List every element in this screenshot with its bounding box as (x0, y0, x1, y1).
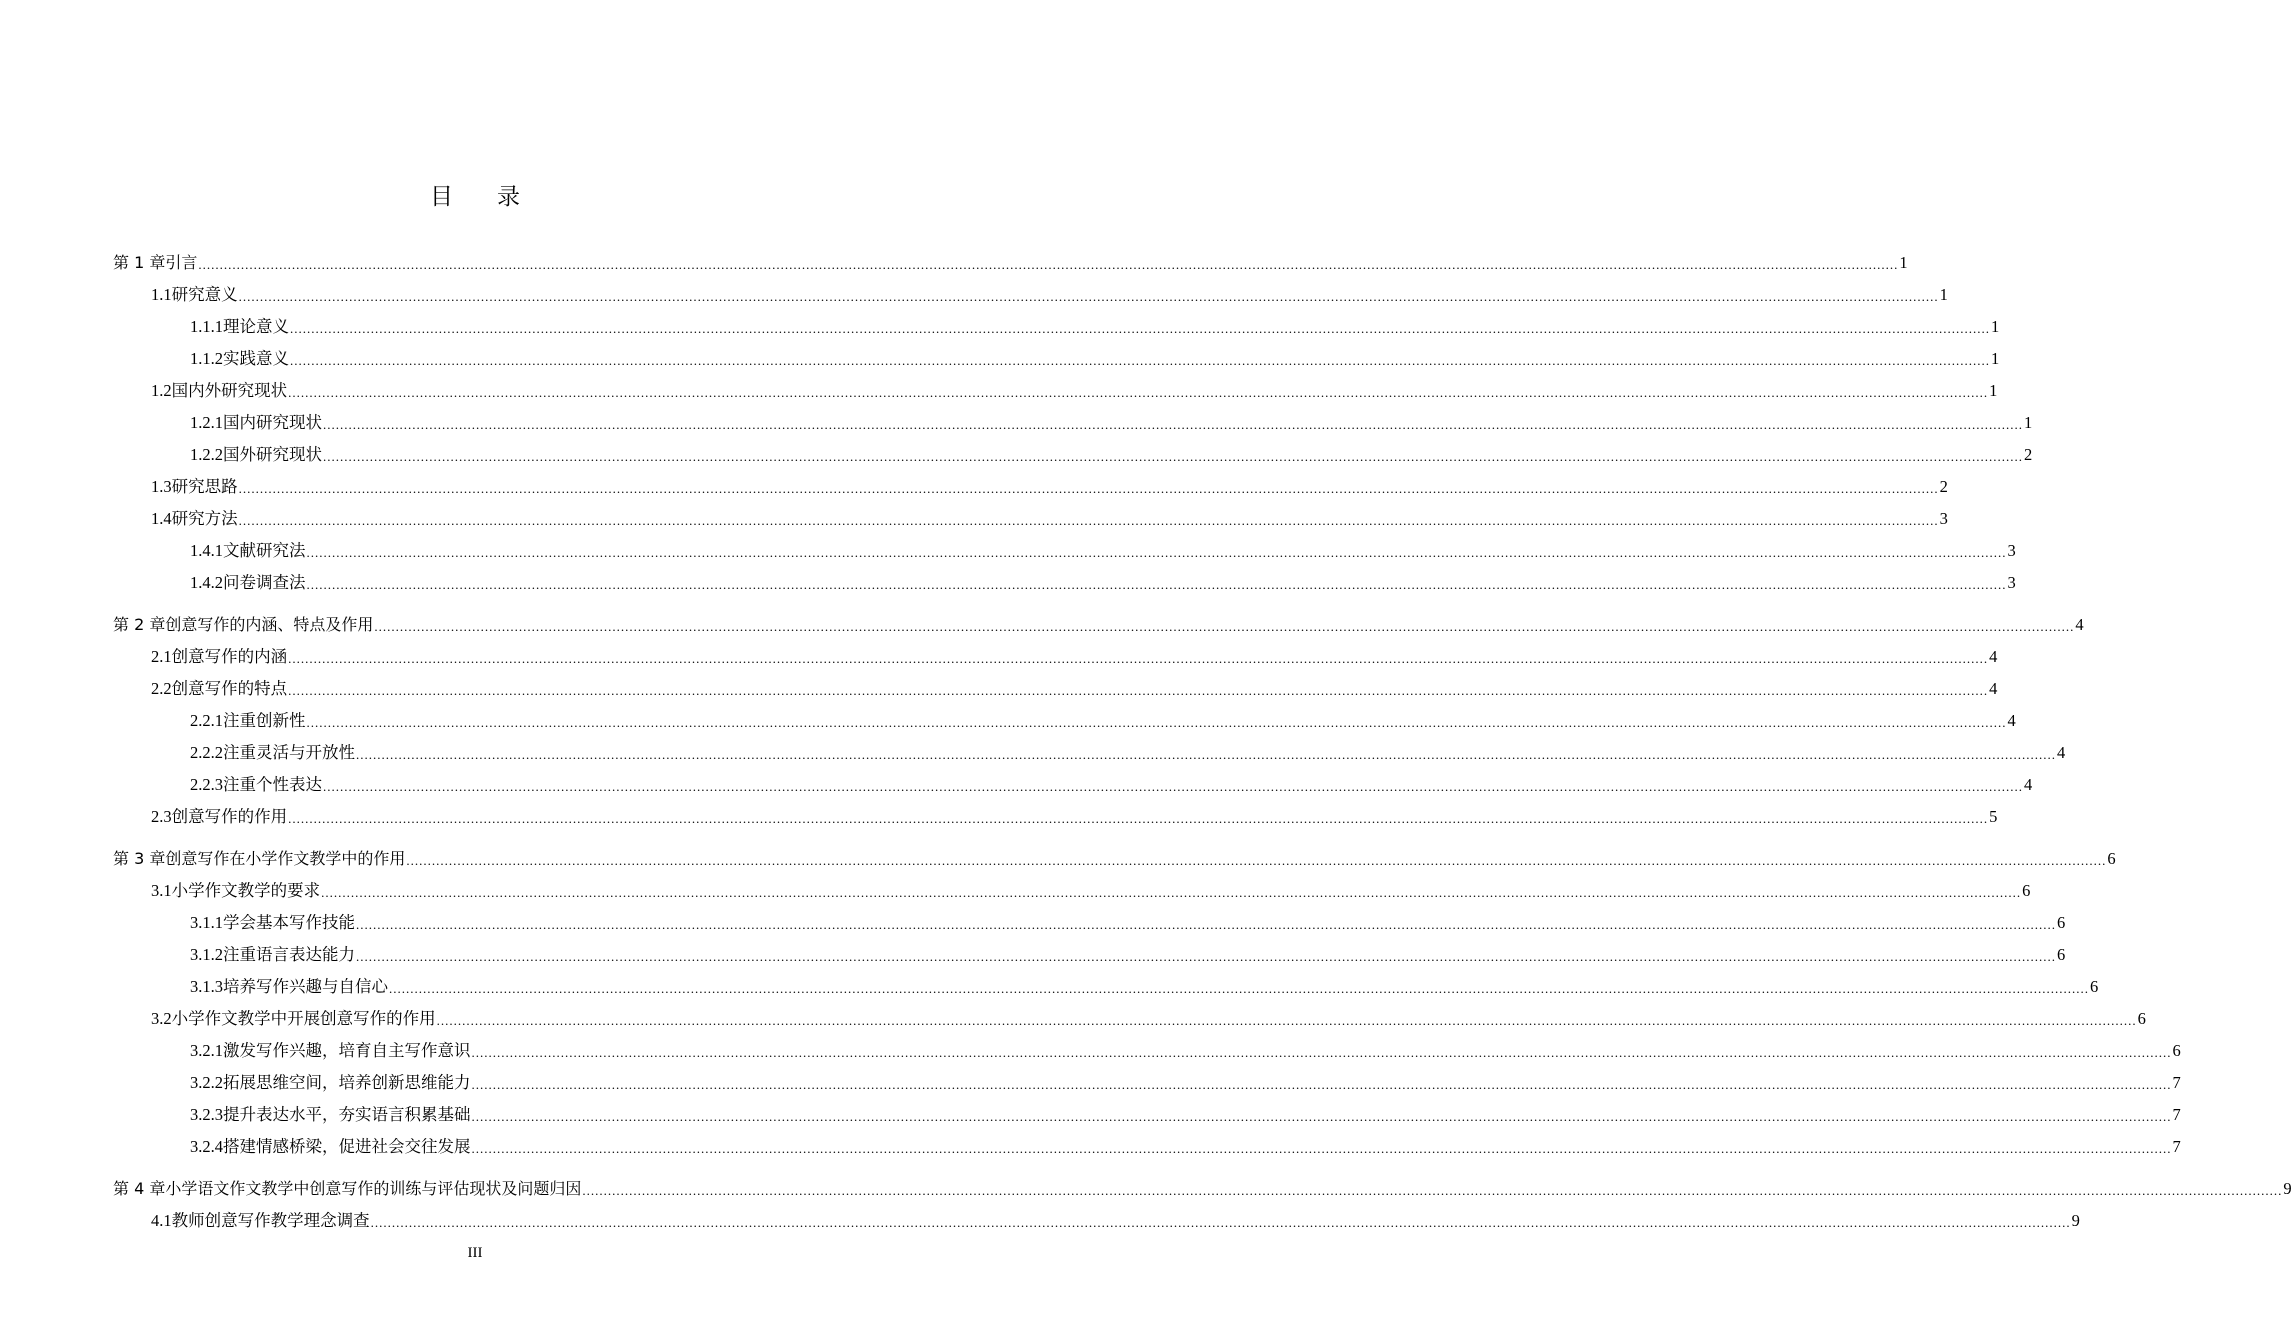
title-char-1: 目 (430, 184, 453, 210)
toc-entry-title: 国内外研究现状 (171, 381, 288, 400)
toc-entry[interactable] (113, 841, 2116, 869)
toc-entry-title: 问卷调查法 (223, 573, 306, 592)
toc-leader-dots: ................................................................................................................................................................................................................................................................................................................................................................................................................ (436, 1013, 2137, 1028)
toc-entry-title: 创意写作的特点 (171, 679, 288, 698)
toc-entry-number: 4.1 (151, 1211, 172, 1230)
toc-entry-number: 3.2.4 (190, 1137, 223, 1156)
toc-leader-dots: ................................................................................................................................................................................................................................................................................................................................................................................................................ (238, 513, 1939, 528)
toc-leader-dots: ................................................................................................................................................................................................................................................................................................................................................................................................................ (288, 683, 1989, 698)
toc-entry-number: 2.1 (151, 647, 172, 666)
toc-leader-dots: ................................................................................................................................................................................................................................................................................................................................................................................................................ (288, 811, 1989, 826)
toc-entry-page: 1 (1989, 381, 1998, 400)
toc-entry[interactable] (190, 767, 2033, 795)
toc-entry[interactable] (151, 1203, 2080, 1231)
toc-entry-page: 4 (1989, 679, 1998, 698)
toc-leader-dots: ................................................................................................................................................................................................................................................................................................................................................................................................................ (323, 779, 2023, 794)
toc-leader-dots: ................................................................................................................................................................................................................................................................................................................................................................................................................ (290, 321, 1990, 336)
toc-entry[interactable] (190, 703, 2016, 731)
toc-entry-page: 7 (2172, 1073, 2181, 1092)
toc-leader-dots: ................................................................................................................................................................................................................................................................................................................................................................................................................ (406, 853, 2107, 868)
toc-leader-dots: ................................................................................................................................................................................................................................................................................................................................................................................................................ (389, 981, 2089, 996)
toc-leader-dots: ................................................................................................................................................................................................................................................................................................................................................................................................................ (238, 289, 1939, 304)
toc-entry[interactable] (190, 735, 2066, 763)
toc-entry-number: 2.2.1 (190, 711, 223, 730)
toc-entry[interactable] (190, 533, 2016, 561)
toc-entry[interactable] (190, 405, 2033, 433)
toc-entry-number: 3.1.2 (190, 945, 223, 964)
toc-entry-title: 研究意义 (171, 285, 238, 304)
toc-entry-title: 引言 (165, 253, 198, 272)
toc-entry-page: 4 (1989, 647, 1998, 666)
toc-entry[interactable] (151, 671, 1998, 699)
toc-entry-title: 创意写作的作用 (171, 807, 288, 826)
toc-entry-page: 6 (2022, 881, 2031, 900)
page-number-footer: III (467, 1245, 483, 1261)
toc-entry-page: 4 (2075, 615, 2084, 634)
toc-entry[interactable] (190, 1065, 2181, 1093)
toc-leader-dots: ................................................................................................................................................................................................................................................................................................................................................................................................................ (306, 715, 2007, 730)
toc-entry-page: 7 (2172, 1105, 2181, 1124)
toc-entry-title: 提升表达水平，夯实语言积累基础 (223, 1105, 471, 1124)
title-char-2: 录 (497, 184, 520, 210)
toc-leader-dots: ................................................................................................................................................................................................................................................................................................................................................................................................................ (356, 747, 2056, 762)
toc-entry-page: 1 (2024, 413, 2033, 432)
toc-entry-title: 国外研究现状 (223, 445, 322, 464)
toc-entry-page: 6 (2172, 1041, 2181, 1060)
toc-entry[interactable] (190, 905, 2066, 933)
toc-leader-dots: ................................................................................................................................................................................................................................................................................................................................................................................................................ (471, 1045, 2172, 1060)
toc-entry-page: 1 (1991, 349, 2000, 368)
toc-entry-number: 1.4.2 (190, 573, 223, 592)
toc-entry[interactable] (190, 969, 2099, 997)
toc-entry-page: 4 (2024, 775, 2033, 794)
toc-entry-number: 1.1.1 (190, 317, 223, 336)
toc-entry[interactable] (190, 1033, 2181, 1061)
toc-leader-dots: ................................................................................................................................................................................................................................................................................................................................................................................................................ (356, 917, 2056, 932)
toc-entry-title: 注重创新性 (223, 711, 306, 730)
toc-entry-page: 1 (1991, 317, 2000, 336)
toc-entry-title: 注重个性表达 (223, 775, 322, 794)
toc-leader-dots: ................................................................................................................................................................................................................................................................................................................................................................................................................ (582, 1183, 2283, 1198)
toc-entry-page: 2 (1939, 477, 1948, 496)
toc-leader-dots: ................................................................................................................................................................................................................................................................................................................................................................................................................ (471, 1077, 2172, 1092)
toc-entry-page: 4 (2057, 743, 2066, 762)
toc-entry-title: 拓展思维空间，培养创新思维能力 (223, 1073, 471, 1092)
toc-entry-number: 1.2 (151, 381, 172, 400)
page-title (0, 178, 950, 211)
toc-entry[interactable] (151, 873, 2031, 901)
toc-entry[interactable] (151, 373, 1998, 401)
toc-entry-number: 第 1 章 (113, 253, 166, 272)
toc-entry[interactable] (151, 277, 1948, 305)
toc-entry-number: 2.2.3 (190, 775, 223, 794)
toc-leader-dots: ................................................................................................................................................................................................................................................................................................................................................................................................................ (323, 417, 2023, 432)
toc-entry[interactable] (113, 1171, 2292, 1199)
toc-entry-number: 3.2.2 (190, 1073, 223, 1092)
toc-entry[interactable] (190, 565, 2016, 593)
toc-entry-page: 6 (2090, 977, 2099, 996)
toc-entry-number: 第 4 章 (113, 1179, 166, 1198)
toc-entry-title: 研究思路 (171, 477, 238, 496)
toc-entry-page: 6 (2137, 1009, 2146, 1028)
toc-leader-dots: ................................................................................................................................................................................................................................................................................................................................................................................................................ (238, 481, 1939, 496)
toc-entry-page: 1 (1899, 253, 1908, 272)
toc-entry-title: 注重灵活与开放性 (223, 743, 355, 762)
toc-entry-title: 小学语文作文教学中创意写作的训练与评估现状及问题归因 (165, 1179, 582, 1198)
toc-entry-number: 3.2 (151, 1009, 172, 1028)
toc-leader-dots: ................................................................................................................................................................................................................................................................................................................................................................................................................ (321, 885, 2022, 900)
toc-entry-page: 9 (2283, 1179, 2292, 1198)
toc-leader-dots: ................................................................................................................................................................................................................................................................................................................................................................................................................ (288, 385, 1989, 400)
toc-entry[interactable] (151, 1001, 2146, 1029)
toc-entry-title: 理论意义 (223, 317, 289, 336)
toc-entry-page: 2 (2024, 445, 2033, 464)
toc-entry-page: 1 (1939, 285, 1948, 304)
toc-entry[interactable] (190, 437, 2033, 465)
toc-entry-page: 7 (2172, 1137, 2181, 1156)
toc-leader-dots: ................................................................................................................................................................................................................................................................................................................................................................................................................ (323, 449, 2023, 464)
toc-leader-dots: ................................................................................................................................................................................................................................................................................................................................................................................................................ (471, 1141, 2172, 1156)
toc-entry-number: 3.1.3 (190, 977, 223, 996)
toc-entry-title: 激发写作兴趣，培育自主写作意识 (223, 1041, 471, 1060)
toc-entry-title: 教师创意写作教学理念调查 (171, 1211, 370, 1230)
toc-entry-title: 小学作文教学中开展创意写作的作用 (171, 1009, 436, 1028)
toc-entry-page: 3 (2007, 573, 2016, 592)
toc-entry[interactable] (113, 245, 1908, 273)
toc-entry[interactable] (151, 501, 1948, 529)
toc-leader-dots: ................................................................................................................................................................................................................................................................................................................................................................................................................ (306, 577, 2007, 592)
toc-leader-dots: ................................................................................................................................................................................................................................................................................................................................................................................................................ (290, 353, 1990, 368)
toc-entry-title: 实践意义 (223, 349, 289, 368)
toc-entry-number: 1.2.2 (190, 445, 223, 464)
toc-entry-title: 创意写作的内涵、特点及作用 (165, 615, 374, 634)
toc-entry-number: 1.4.1 (190, 541, 223, 560)
toc-leader-dots: ................................................................................................................................................................................................................................................................................................................................................................................................................ (471, 1109, 2172, 1124)
toc-entry-page: 6 (2107, 849, 2116, 868)
toc-entry[interactable] (190, 937, 2066, 965)
toc-entry-title: 创意写作在小学作文教学中的作用 (165, 849, 406, 868)
toc-entry[interactable] (151, 799, 1998, 827)
toc-entry-title: 学会基本写作技能 (223, 913, 355, 932)
toc-entry-page: 9 (2071, 1211, 2080, 1230)
toc-entry-number: 1.2.1 (190, 413, 223, 432)
toc-leader-dots: ................................................................................................................................................................................................................................................................................................................................................................................................................ (306, 545, 2007, 560)
toc-entry-page: 3 (1939, 509, 1948, 528)
toc-entry[interactable] (190, 341, 2000, 369)
toc-entry-number: 2.2 (151, 679, 172, 698)
toc-entry-number: 1.1 (151, 285, 172, 304)
toc-entry-title: 研究方法 (171, 509, 238, 528)
toc-entry-number: 第 3 章 (113, 849, 166, 868)
toc-entry-title: 培养写作兴趣与自信心 (223, 977, 388, 996)
toc-entry-title: 搭建情感桥梁，促进社会交往发展 (223, 1137, 471, 1156)
toc-entry[interactable] (151, 639, 1998, 667)
toc-entry-number: 3.1.1 (190, 913, 223, 932)
toc-entry-number: 3.2.3 (190, 1105, 223, 1124)
toc-entry-number: 2.3 (151, 807, 172, 826)
toc-entry-number: 2.2.2 (190, 743, 223, 762)
toc-entry-number: 第 2 章 (113, 615, 166, 634)
toc-entry[interactable] (113, 607, 2084, 635)
toc-entry-page: 5 (1989, 807, 1998, 826)
toc-entry[interactable] (190, 1129, 2181, 1157)
toc-leader-dots: ................................................................................................................................................................................................................................................................................................................................................................................................................ (198, 257, 1899, 272)
toc-entry-number: 1.3 (151, 477, 172, 496)
toc-entry[interactable] (190, 1097, 2181, 1125)
toc-entry-number: 1.1.2 (190, 349, 223, 368)
toc-leader-dots: ................................................................................................................................................................................................................................................................................................................................................................................................................ (356, 949, 2056, 964)
toc-leader-dots: ................................................................................................................................................................................................................................................................................................................................................................................................................ (374, 619, 2075, 634)
toc-entry-title: 创意写作的内涵 (171, 647, 288, 666)
toc-leader-dots: ................................................................................................................................................................................................................................................................................................................................................................................................................ (288, 651, 1989, 666)
toc-entry-number: 1.4 (151, 509, 172, 528)
toc-leader-dots: ................................................................................................................................................................................................................................................................................................................................................................................................................ (370, 1215, 2071, 1230)
toc-entry-title: 注重语言表达能力 (223, 945, 355, 964)
toc-entry-number: 3.2.1 (190, 1041, 223, 1060)
toc-entry-title: 国内研究现状 (223, 413, 322, 432)
toc-entry-title: 小学作文教学的要求 (171, 881, 321, 900)
toc-entry[interactable] (190, 309, 2000, 337)
toc-entry[interactable] (151, 469, 1948, 497)
toc-entry-page: 3 (2007, 541, 2016, 560)
toc-entry-page: 4 (2007, 711, 2016, 730)
toc-entry-title: 文献研究法 (223, 541, 306, 560)
toc-entry-page: 6 (2057, 913, 2066, 932)
toc-entry-page: 6 (2057, 945, 2066, 964)
toc-entry-number: 3.1 (151, 881, 172, 900)
